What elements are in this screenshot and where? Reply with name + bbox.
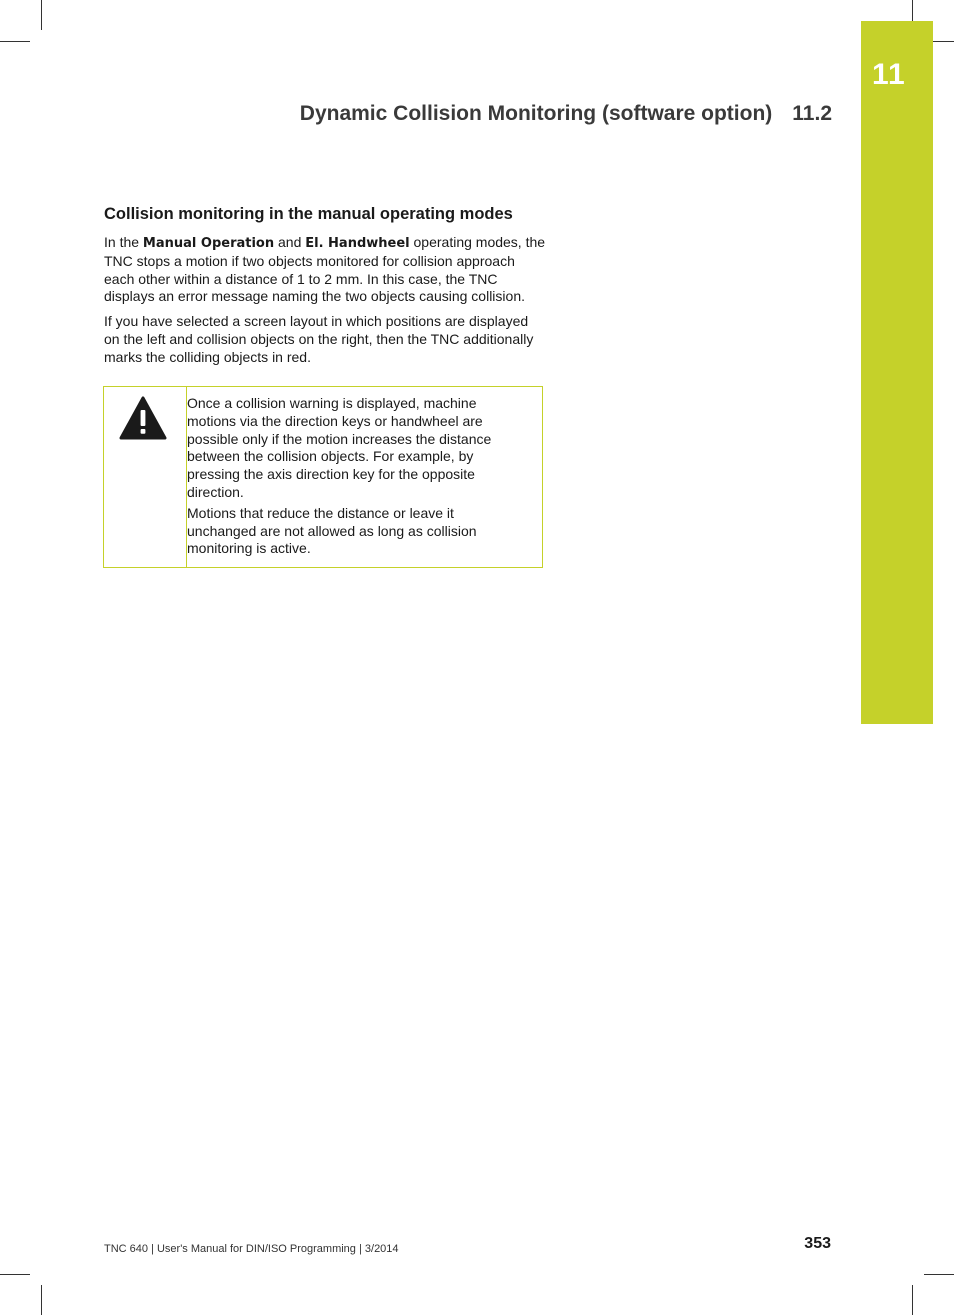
- section-heading: Collision monitoring in the manual operating modes: [104, 205, 513, 223]
- crop-mark: [0, 1274, 30, 1275]
- paragraph-1: In the Manual Operation and El. Handwheel operating modes, the TNC stops a motion if two objects monitored for collision approach each other within a distance of 1 to 2 mm. In this case, the TNC displays an error message naming the two objects causing collision.: [104, 234, 546, 305]
- main-content: [104, 205, 546, 374]
- page-number: 353: [804, 1235, 831, 1252]
- crop-mark: [924, 1274, 954, 1275]
- warning-note: [103, 386, 543, 568]
- crop-mark: [912, 1285, 913, 1315]
- header-section: 11.2: [792, 102, 832, 125]
- paragraph-2: If you have selected a screen layout in which positions are displayed on the left and collision objects on the right, then the TNC additionally marks the colliding objects in red.: [104, 313, 534, 365]
- crop-mark: [0, 41, 30, 42]
- crop-mark: [41, 0, 42, 30]
- warning-icon: [119, 396, 167, 440]
- header-title: Dynamic Collision Monitoring (software option): [299, 102, 773, 125]
- note-paragraph-2: Motions that reduce the distance or leave it unchanged are not allowed as long as collision monitoring is active.: [187, 504, 477, 557]
- mode-el-handwheel: El. Handwheel: [305, 236, 410, 251]
- chapter-number: 11: [872, 58, 906, 91]
- chapter-tab: [861, 21, 933, 724]
- note-text: [187, 395, 517, 561]
- footer-text: TNC 640 | User's Manual for DIN/ISO Programming | 3/2014: [104, 1243, 399, 1255]
- running-header: [300, 102, 832, 126]
- crop-mark: [41, 1285, 42, 1315]
- note-paragraph-1: Once a collision warning is displayed, machine motions via the direction keys or handwheel are possible only if the motion increases the distance between the collision objects. For example, by pressing the axis direction key for the opposite direction.: [187, 395, 492, 500]
- mode-manual-operation: Manual Operation: [142, 236, 275, 251]
